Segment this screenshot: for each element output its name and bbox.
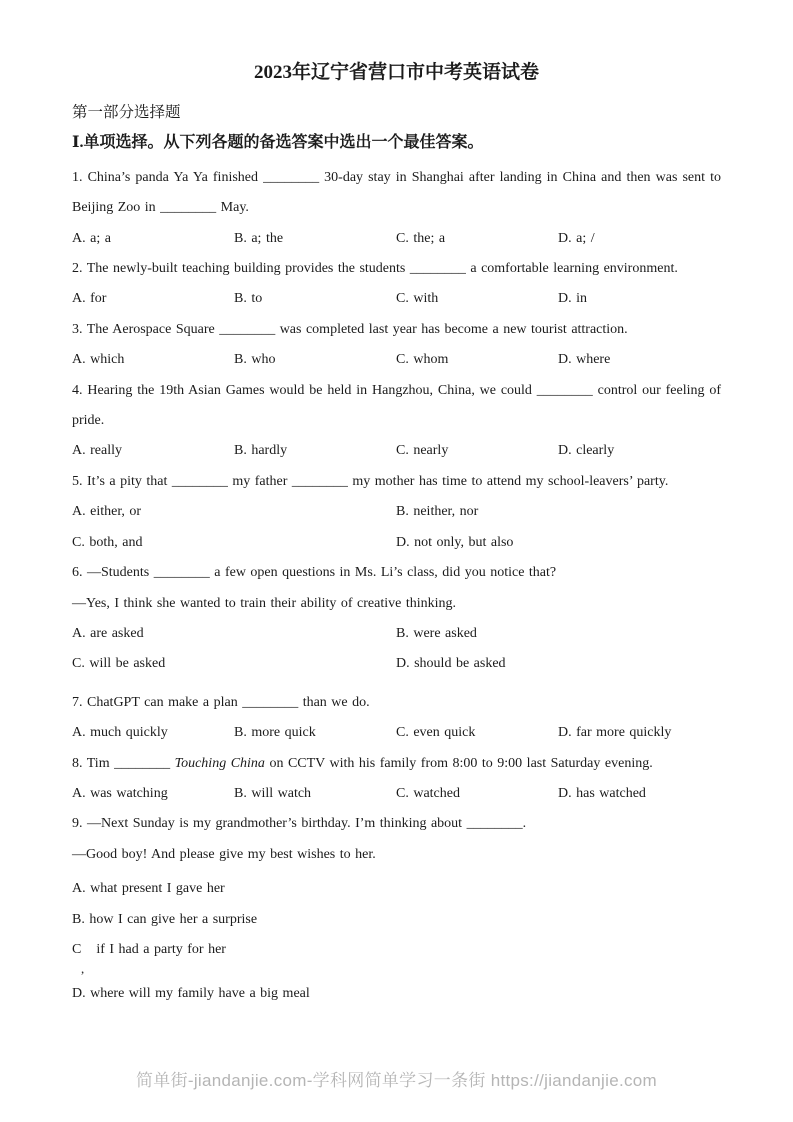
question-9-option-c-label: C <box>72 941 82 957</box>
question-5-option-b: B. neither, nor <box>396 504 479 520</box>
question-2 <box>72 254 721 315</box>
question-9 <box>72 809 721 1009</box>
question-8-option-c: C. watched <box>396 785 460 801</box>
question-7-options <box>72 718 721 748</box>
question-2-option-b: B. to <box>234 291 263 307</box>
question-8-option-b: B. will watch <box>234 785 312 801</box>
question-5-option-c: C. both, and <box>72 534 143 550</box>
question-2-stem-line-1: 2. The newly-built teaching building provides the students ________ a comfortable learning environment. <box>72 261 678 277</box>
question-6 <box>72 558 721 680</box>
question-9-option-b: B. how I can give her a surprise <box>72 911 258 927</box>
question-1-options <box>72 224 721 254</box>
question-9-stem-line-2: —Good boy! And please give my best wishes to her. <box>72 846 376 862</box>
question-9-option-c <box>72 935 721 965</box>
question-7-option-d: D. far more quickly <box>558 725 672 741</box>
question-3-option-b: B. who <box>234 352 276 368</box>
question-7-option-a: A. much quickly <box>72 725 168 741</box>
question-8-option-d: D. has watched <box>558 785 646 801</box>
page-title: 2023年辽宁省营口市中考英语试卷 <box>253 62 539 83</box>
question-9-option-a: A. what present I gave her <box>72 881 225 897</box>
question-6-option-d: D. should be asked <box>396 656 506 672</box>
question-4-option-b: B. hardly <box>234 443 288 459</box>
question-6-stem-line-2: —Yes, I think she wanted to train their ability of creative thinking. <box>72 595 457 611</box>
question-3-options <box>72 345 721 375</box>
question-2-options <box>72 284 721 314</box>
question-6-option-b: B. were asked <box>396 625 477 641</box>
question-1-option-d: D. a; / <box>558 230 595 246</box>
question-7-option-c: C. even quick <box>396 725 476 741</box>
question-1-option-c: C. the; a <box>396 230 446 246</box>
question-1-option-b: B. a; the <box>234 230 284 246</box>
question-3 <box>72 315 721 376</box>
question-6-options <box>72 619 721 680</box>
question-3-option-a: A. which <box>72 352 125 368</box>
question-7-stem-line-1: 7. ChatGPT can make a plan ________ than we do. <box>72 694 370 710</box>
part-heading: 第一部分选择题 <box>72 104 181 121</box>
question-3-stem-line-1: 3. The Aerospace Square ________ was completed last year has become a new tourist attraction. <box>72 321 628 337</box>
question-4-options <box>72 436 721 466</box>
question-4-stem-line-2: pride. <box>72 413 105 429</box>
question-4-option-d: D. clearly <box>558 443 615 459</box>
question-8-options <box>72 779 721 809</box>
question-6-option-a: A. are asked <box>72 625 144 641</box>
question-2-option-d: D. in <box>558 291 587 307</box>
question-4-option-c: C. nearly <box>396 443 449 459</box>
question-3-option-d: D. where <box>558 352 611 368</box>
question-8-stem-program-title: Touching China <box>174 755 265 771</box>
section-instruction: Ⅰ.单项选择。从下列各题的备选答案中选出一个最佳答案。 <box>72 134 484 152</box>
question-8-option-a: A. was watching <box>72 785 168 801</box>
question-7 <box>72 688 721 749</box>
question-8-stem-prefix: 8. Tim ________ <box>72 755 175 771</box>
question-9-option-d: D. where will my family have a big meal <box>72 986 310 1002</box>
question-2-option-a: A. for <box>72 291 107 307</box>
stray-period-mark: , <box>81 961 85 977</box>
question-5 <box>72 467 721 558</box>
question-7-option-b: B. more quick <box>234 725 316 741</box>
question-1 <box>72 163 721 254</box>
question-1-stem-line-1: 1. China’s panda Ya Ya finished ________ 30-day stay in Shanghai after landing in China and then was sent to <box>72 169 721 185</box>
question-3-option-c: C. whom <box>396 352 449 368</box>
question-8-stem-line-1 <box>72 749 721 779</box>
question-5-options <box>72 497 721 558</box>
question-6-option-c: C. will be asked <box>72 656 166 672</box>
question-1-option-a: A. a; a <box>72 230 111 246</box>
question-5-stem-line-1: 5. It’s a pity that ________ my father ________ my mother has time to attend my school-leavers’ party. <box>72 473 669 489</box>
question-list <box>72 163 721 1010</box>
question-9-option-c-text: if I had a party for her <box>96 941 226 957</box>
question-6-stem-line-1: 6. —Students ________ a few open questions in Ms. Li’s class, did you notice that? <box>72 565 557 581</box>
question-5-option-d: D. not only, but also <box>396 534 514 550</box>
question-5-option-a: A. either, or <box>72 504 142 520</box>
question-4 <box>72 376 721 467</box>
question-8 <box>72 749 721 810</box>
watermark-footer: 简单街-jiandanjie.com-学科网简单学习一条街 https://jiandanjie.com <box>135 1071 658 1090</box>
question-9-options <box>72 874 721 1010</box>
question-2-option-c: C. with <box>396 291 439 307</box>
question-9-stem-line-1: 9. —Next Sunday is my grandmother’s birthday. I’m thinking about ________. <box>72 816 527 832</box>
question-4-option-a: A. really <box>72 443 122 459</box>
question-8-stem-suffix: on CCTV with his family from 8:00 to 9:00 last Saturday evening. <box>264 755 653 771</box>
question-4-stem-line-1: 4. Hearing the 19th Asian Games would be held in Hangzhou, China, we could ________ control our feeling of <box>72 382 721 398</box>
question-1-stem-line-2: Beijing Zoo in ________ May. <box>72 200 249 216</box>
